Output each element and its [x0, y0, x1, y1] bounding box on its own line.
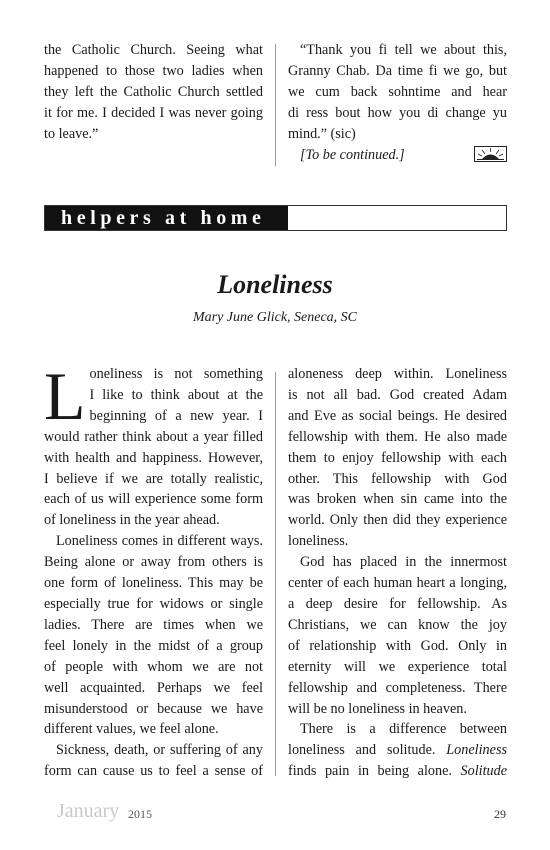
article-left-column	[44, 358, 263, 782]
article-title: Loneliness	[217, 270, 333, 299]
text-line: Loneliness comes in different ways.	[56, 533, 263, 550]
text-line: fellowship with them. He also made	[288, 428, 507, 445]
text-line: one form of loneliness. This may be	[44, 575, 263, 592]
text-line: was broken when sin came into the	[288, 491, 507, 508]
text-line: world. Only then did they experience	[288, 512, 507, 529]
prev-article-left-text	[44, 40, 263, 145]
text-line: it for me. I decided I was never going	[44, 104, 263, 121]
prev-article-left-column	[44, 40, 263, 145]
text-line: feel lonely in the midst of a group	[44, 637, 263, 654]
text-line: they left the Catholic Church settled	[44, 83, 263, 100]
text-segment: loneliness and solitude.	[288, 742, 447, 759]
text-line: of relationship with God. Only in	[288, 637, 507, 654]
sun-ornament-icon	[474, 146, 507, 162]
article-byline: Mary June Glick, Seneca, SC	[192, 310, 358, 325]
text-line: with health and happiness. However,	[44, 449, 263, 466]
text-line: is not all bad. God created Adam	[288, 386, 507, 403]
text-line: aloneness deep within. Loneliness	[288, 366, 507, 382]
emphasis-loneliness: Loneliness	[446, 742, 507, 759]
article-paragraph-3	[44, 740, 263, 782]
text-line: beginning of a new year. I	[89, 407, 263, 424]
text-line: happened to those two ladies when	[44, 62, 263, 79]
text-line: Being alone or away from others is	[44, 554, 263, 571]
text-line: different values, we feel alone.	[44, 721, 219, 738]
text-line: I believe if we are totally realistic,	[44, 470, 263, 487]
text-line: di ress bout how you di change yu	[288, 104, 507, 121]
text-line: would rather think about a year filled	[44, 428, 263, 445]
text-line: form can cause us to feel a sense of	[44, 763, 263, 780]
article-paragraph-4	[288, 364, 507, 552]
section-banner	[44, 205, 507, 231]
text-line: especially true for widows or single	[44, 595, 263, 612]
article-paragraph-1	[44, 358, 263, 531]
footer-year: 2015	[128, 807, 152, 821]
text-segment: finds pain in being alone.	[288, 763, 461, 780]
page-number: 29	[494, 807, 506, 821]
article-paragraph-5	[288, 552, 507, 719]
column-divider-top	[275, 44, 276, 166]
text-line: a deep desire for fellowship. As	[288, 595, 507, 612]
article-paragraph-2	[44, 531, 263, 740]
text-line: fellowship and completeness. There	[288, 679, 507, 696]
text-line: loneliness.	[288, 533, 349, 550]
emphasis-solitude: Solitude	[460, 763, 507, 780]
text-line: misunderstood or because we have	[44, 700, 263, 717]
text-line: of loneliness in the year ahead.	[44, 512, 220, 529]
text-line: I like to think about at the	[89, 386, 263, 403]
text-line: Sickness, death, or suffering of any	[56, 742, 263, 759]
text-line: well acquainted. Perhaps we feel	[44, 679, 263, 696]
text-line: will be no loneliness in heaven.	[288, 700, 467, 717]
text-line	[288, 761, 507, 782]
section-banner-label: helpers at home	[45, 206, 288, 230]
footer-month: January	[57, 800, 120, 822]
to-be-continued: [To be continued.]	[300, 146, 405, 163]
article-right-column	[288, 364, 507, 782]
prev-article-right-text	[288, 40, 507, 145]
text-line: God has placed in the innermost	[300, 554, 507, 571]
text-line	[288, 740, 507, 761]
text-line: eternity will we experience total	[288, 658, 507, 675]
drop-cap: L	[44, 358, 86, 434]
text-line: of people with whom we are not	[44, 658, 263, 675]
text-line: to leave.”	[44, 125, 99, 142]
text-line: “Thank you fi tell we about this,	[300, 42, 507, 58]
text-line: other. This fellowship with God	[288, 470, 507, 487]
article-paragraph-6	[288, 719, 507, 782]
text-line: Christians, we can know the joy	[288, 616, 507, 633]
text-line: Granny Chab. Da time fi we go, but	[288, 62, 507, 79]
text-line: ladies. There are times when we	[44, 616, 263, 633]
column-divider-main	[275, 372, 276, 776]
text-line: center of each human heart a longing,	[288, 575, 507, 592]
text-line: we cum back sohntime and hear	[288, 83, 507, 100]
text-line: and Eve as social beings. He desired	[288, 407, 507, 424]
text-line: them to enjoy fellowship with each	[288, 449, 507, 466]
text-line: mind.” (sic)	[288, 125, 356, 142]
text-line: the Catholic Church. Seeing what	[44, 42, 263, 58]
text-line: each of us will experience some form	[44, 491, 263, 508]
text-line: oneliness is not something	[89, 366, 263, 382]
text-line: There is a difference between	[300, 721, 507, 738]
